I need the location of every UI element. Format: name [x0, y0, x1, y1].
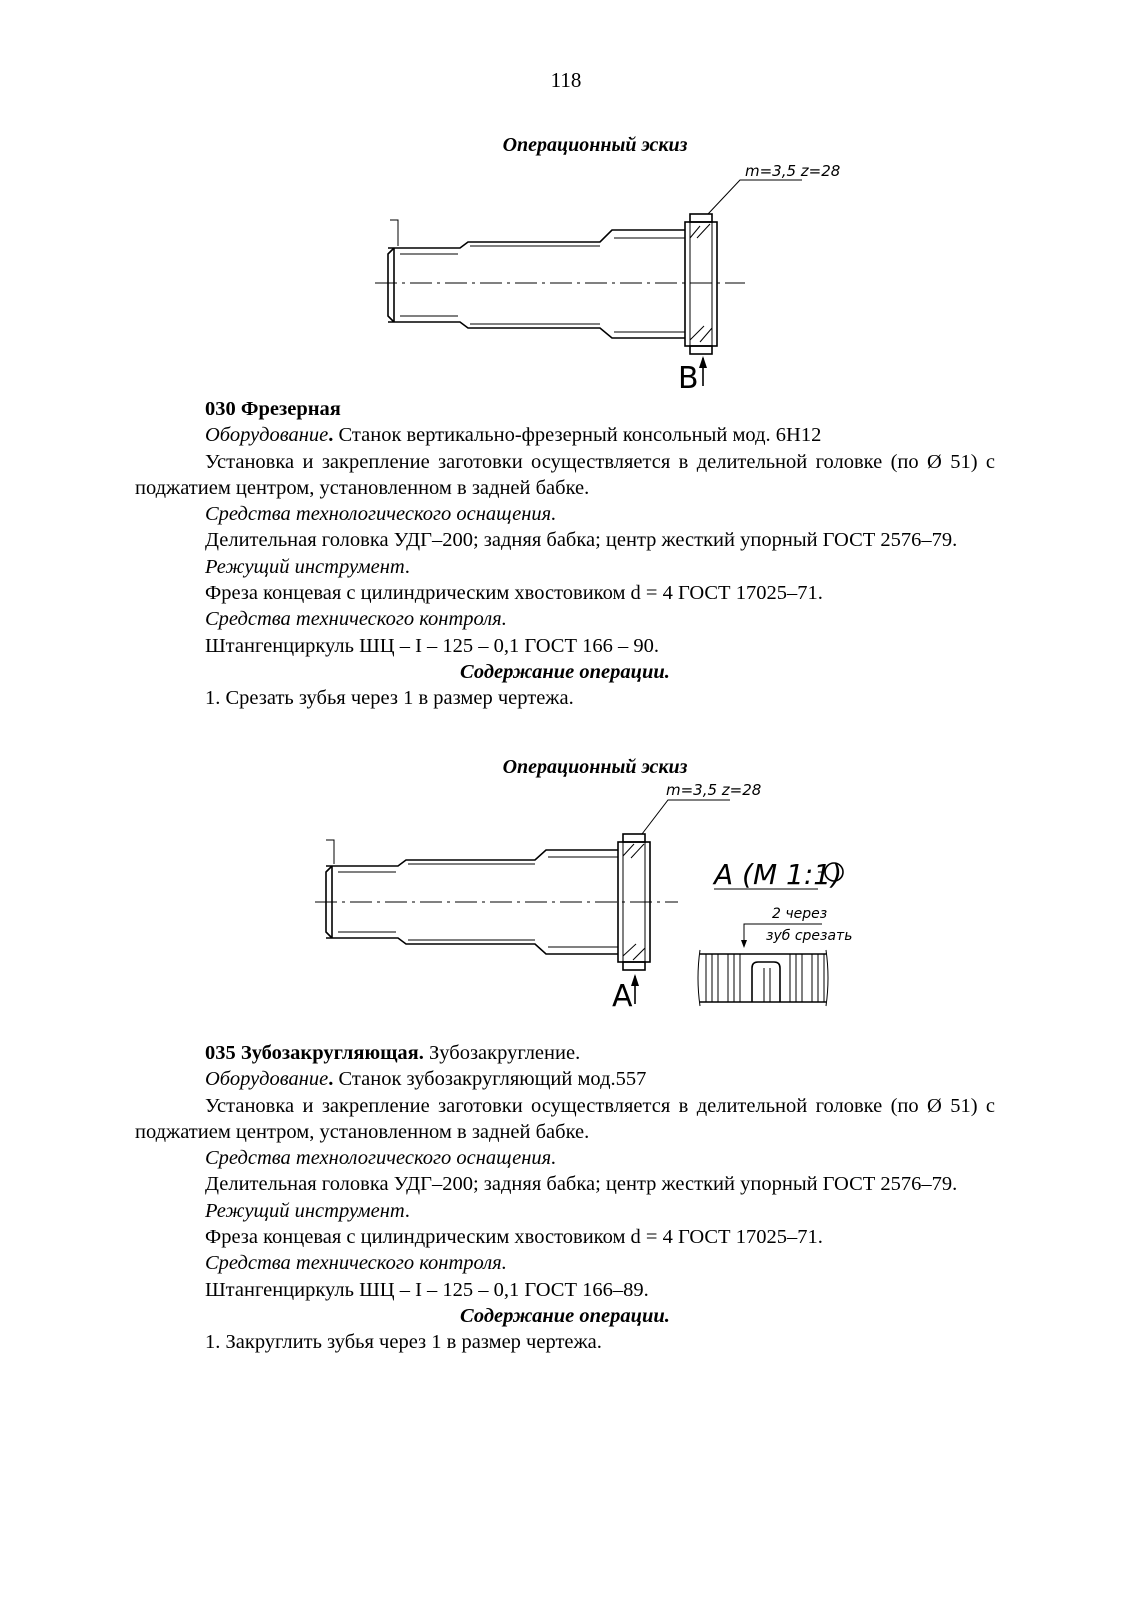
op030-control: Штангенциркуль ШЦ – I – 125 – 0,1 ГОСТ 166 – 90.	[205, 634, 659, 657]
op030-tooling: Делительная головка УДГ–200; задняя бабка; центр жесткий упорный ГОСТ 2576–79.	[205, 529, 958, 552]
op030-equipment-text: Станок вертикально-фрезерный консольный мод. 6Н12	[333, 424, 822, 447]
sketch2-title: Операционный эскиз	[502, 756, 688, 778]
sketch1-view-label: B	[678, 361, 699, 396]
op030-cutting: Фреза концевая с цилиндрическим хвостовиком d = 4 ГОСТ 17025–71.	[205, 582, 823, 605]
op035-equipment-dot: .	[328, 1068, 334, 1091]
op030-control-label: Средства технического контроля.	[205, 608, 507, 631]
op035-equipment-label: Оборудование	[205, 1068, 329, 1091]
sketch2-note-line2: зуб срезать	[766, 928, 853, 944]
sketch2-view-label: A	[612, 979, 633, 1014]
op030-equipment-dot: .	[328, 424, 334, 447]
op030-setup: Установка и закрепление заготовки осуществляется в делительной головке (по Ø 51) с поджатием центром, установленном в задней бабке.	[135, 450, 995, 499]
op035-block	[135, 1040, 995, 1356]
op030-tooling-label: Средства технологического оснащения.	[205, 503, 557, 526]
op035-control-label: Средства технического контроля.	[205, 1252, 507, 1275]
op035-cutting-dot: .	[404, 1199, 410, 1222]
op035-tooling-label: Средства технологического оснащения.	[205, 1147, 557, 1170]
op030-equipment-label: Оборудование	[205, 424, 329, 447]
op035-content-label: Содержание операции.	[460, 1304, 670, 1327]
sketch2-gear-label: m=3,5 z=28	[666, 781, 762, 799]
sketch1-gear-label: m=3,5 z=28	[745, 162, 841, 180]
op035-setup: Установка и закрепление заготовки осуществляется в делительной головке (по Ø 51) с поджатием центром, установленном в задней бабке.	[135, 1094, 995, 1143]
op035-step1: 1. Закруглить зубья через 1 в размер чертежа.	[205, 1331, 602, 1354]
sketch1-title: Операционный эскиз	[502, 134, 688, 156]
op035-tooling: Делительная головка УДГ–200; задняя бабка; центр жесткий упорный ГОСТ 2576–79.	[205, 1173, 958, 1196]
op035-control: Штангенциркуль ШЦ – I – 125 – 0,1 ГОСТ 166–89.	[205, 1278, 649, 1301]
op035-equipment-text: Станок зубозакругляющий мод.557	[333, 1068, 647, 1091]
op030-cutting-label: Режущий инструмент	[205, 555, 405, 578]
sketch2-detail-label: A (M 1:1)	[714, 858, 843, 891]
op035-cutting: Фреза концевая с цилиндрическим хвостовиком d = 4 ГОСТ 17025–71.	[205, 1226, 823, 1249]
op030-step1: 1. Срезать зубья через 1 в размер чертежа.	[205, 687, 574, 710]
op035-cutting-label: Режущий инструмент	[205, 1199, 405, 1222]
op035-number: 035 Зубозакругляющая.	[205, 1042, 424, 1064]
op030-cutting-dot: .	[404, 555, 410, 578]
op030-number: 030 Фрезерная	[205, 398, 341, 420]
sketch2-note-line1: 2 через	[772, 906, 828, 922]
page-number: 118	[550, 68, 582, 92]
op030-content-label: Содержание операции.	[460, 660, 670, 683]
op035-subtitle: Зубозакругление.	[423, 1042, 581, 1064]
